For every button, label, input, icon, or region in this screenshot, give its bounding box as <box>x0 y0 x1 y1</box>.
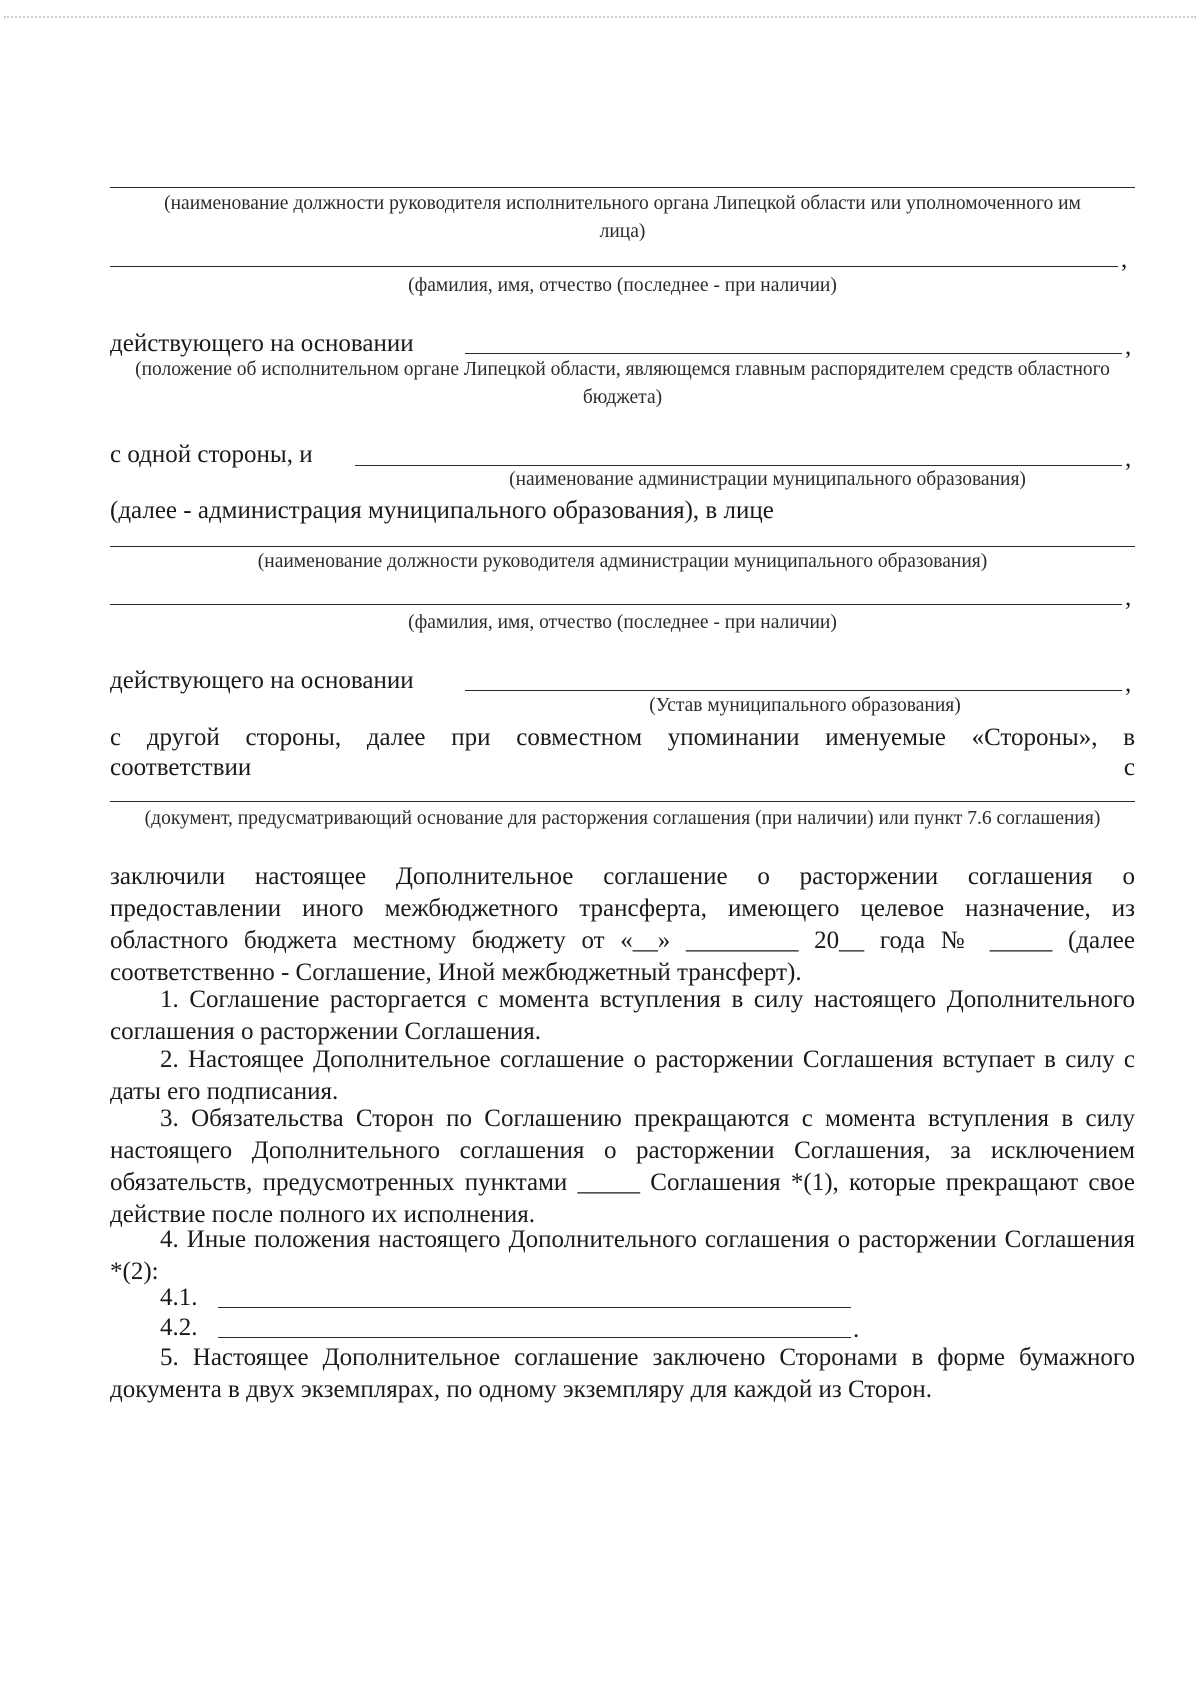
comma: , <box>1125 333 1132 360</box>
scan-edge-dots <box>4 16 1196 18</box>
caption-admin-position: (наименование должности руководителя администрации муниципального образования) <box>257 551 988 572</box>
item-4-2-number: 4.2. <box>160 1314 198 1341</box>
intro-paragraph: заключили настоящее Дополнительное соглашение о расторжении соглашения о предоставлении иного межбюджетного трансферта, имеющего целевое назначение, из областного бюджета местному бюджету от «__» _________ 20__ года № _____ (далее соответственно - Соглашение, Иной межбюджетный трансферт). <box>110 863 1135 986</box>
caption-basis: (положение об исполнительном органе Липецкой области, являющемся главным распорядителем средств областного бюджета) <box>135 359 1110 408</box>
other-party-right: с <box>1123 754 1135 781</box>
paragraph-2: 2. Настоящее Дополнительное соглашение о расторжении Соглашения вступает в силу с даты его подписания. <box>110 1046 1135 1105</box>
fill-line-admin-fio <box>110 604 1122 605</box>
comma: , <box>1125 445 1132 472</box>
fill-line-4-2 <box>218 1337 851 1338</box>
item-4-1 <box>160 1282 860 1314</box>
fill-line-document <box>110 801 1135 802</box>
other-party-line1: с другой стороны, далее при совместном упоминании именуемые «Стороны», в <box>110 724 1135 751</box>
caption-fio: (фамилия, имя, отчество (последнее - при наличии) <box>408 275 837 296</box>
caption-admin-fio: (фамилия, имя, отчество (последнее - при наличии) <box>408 612 837 633</box>
fill-line-basis2 <box>465 690 1122 691</box>
caption-basis2: (Устав муниципального образования) <box>649 695 961 716</box>
fill-line-fio <box>110 266 1118 267</box>
comma: , <box>1121 246 1128 273</box>
caption-document: (документ, предусматривающий основание для расторжения соглашения (при наличии) или пункт 7.6 соглашения) <box>144 808 1101 829</box>
paragraph-3: 3. Обязательства Сторон по Соглашению прекращаются с момента вступления в силу настоящего Дополнительного соглашения о расторжении Соглашения, за исключением обязательств, предусмотренных пунктами _____ Соглашения *(1), которые прекращают свое действие после полного их исполнения. <box>110 1105 1135 1228</box>
period: . <box>853 1316 860 1343</box>
basis2-label: действующего на основании <box>110 667 414 694</box>
party-label: с одной стороны, и <box>110 441 313 468</box>
other-party-left: соответствии <box>110 754 252 781</box>
comma: , <box>1125 584 1132 611</box>
paragraph-5: 5. Настоящее Дополнительное соглашение заключено Сторонами в форме бумажного документа в двух экземплярах, по одному экземпляру для каждой из Сторон. <box>110 1344 1135 1403</box>
caption-position: (наименование должности руководителя исполнительного органа Липецкой области или уполномоченного им лица) <box>164 193 1081 242</box>
fill-line-4-1 <box>218 1307 851 1308</box>
item-4-2 <box>160 1312 860 1344</box>
paragraph-1: 1. Соглашение расторгается с момента вступления в силу настоящего Дополнительного соглашения о расторжении Соглашения. <box>110 986 1135 1045</box>
caption-party: (наименование администрации муниципального образования) <box>509 469 1026 490</box>
paragraph-4: 4. Иные положения настоящего Дополнительного соглашения о расторжении Соглашения *(2): <box>110 1226 1135 1285</box>
item-4-1-number: 4.1. <box>160 1284 198 1311</box>
fill-line-basis <box>465 353 1122 354</box>
fill-line-admin-position <box>110 546 1135 547</box>
comma: , <box>1125 670 1132 697</box>
fill-line-position <box>110 187 1135 188</box>
party-continuation: (далее - администрация муниципального образования), в лице <box>110 497 774 524</box>
other-party-line2 <box>110 752 1135 784</box>
basis-label: действующего на основании <box>110 330 414 357</box>
